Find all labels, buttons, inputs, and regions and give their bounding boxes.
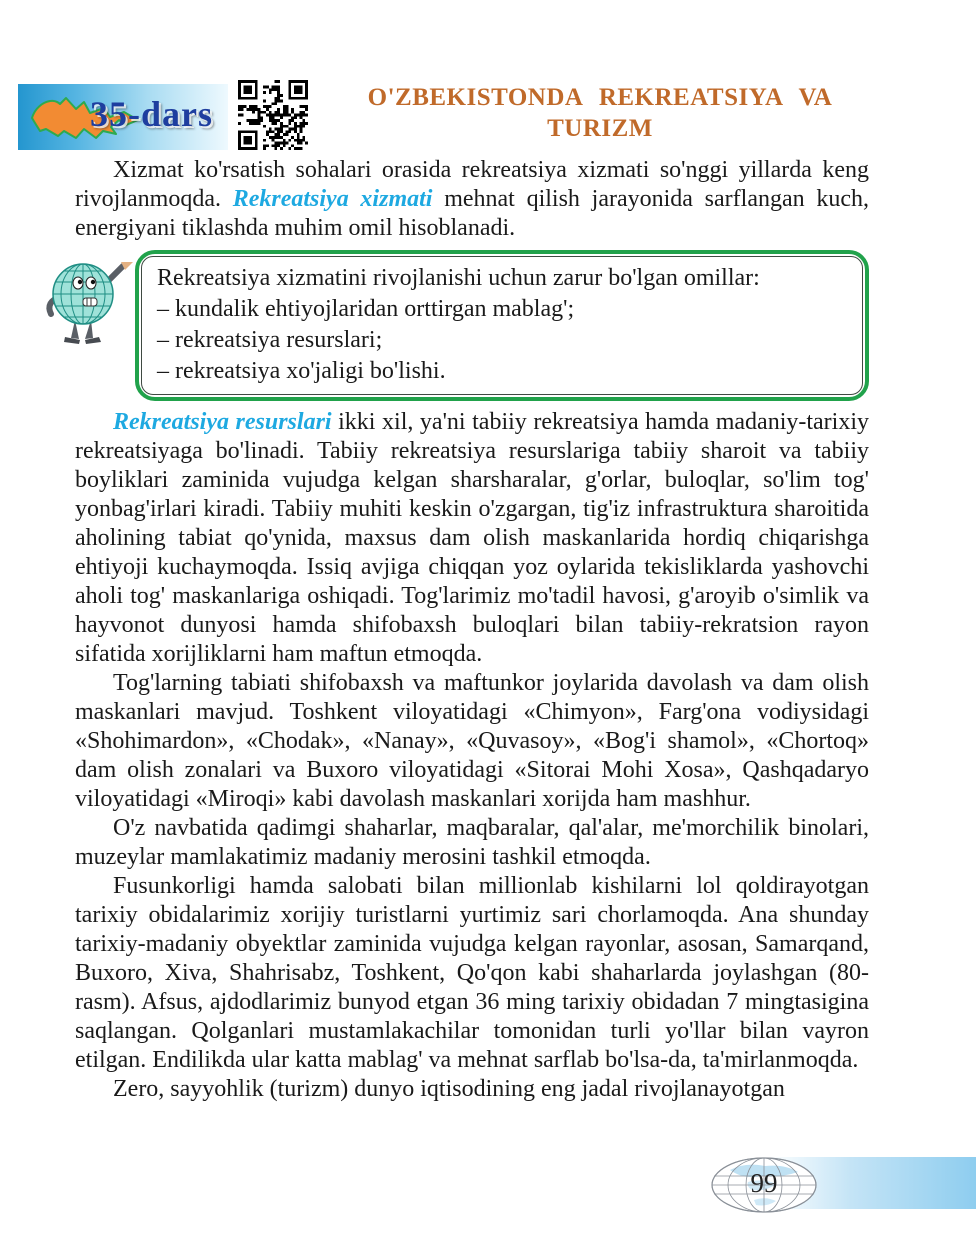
paragraph-4: O'z navbatida qadimgi shaharlar, maqbaralar, qal'alar, me'morchilik binolari, muzeylar mamlakatimiz madaniy merosini tashkil etmoqda. xyxy=(75,815,869,870)
page-number: 99 xyxy=(750,1168,778,1198)
paragraph-2-text: ikki xil, ya'ni tabiiy rekreatsiya hamda madaniy-tarixiy rekreatsiyaga bo'linadi. Tabiiy rekreatsiya resurslariga tabiiy sharoit va tabiiy boyliklari zaminida vujudga kelgan sharsharalar, g'orlar, buloqlar, so'lim tog' yonbag'irlari kiradi. Tabiiy muhiti keskin o'zgargan, tig'iz infrastruktura sharoitida aholining tabiat qo'ynida, maxsus dam olish maskanlarida hordiq chiqarishga ehtiyoji kuchaymoqda. Issiq avjiga chiqqan yoz oylarida tekisliklarda yashovchi aholi tog' maskanlariga oshiqadi. Tog'larimiz mo'tadil havosi, g'aroyib o'simlik va hayvonot dunyosi hamda shifobaxsh buloqlari bilan tabiiy-rekratsion rayon sifatida xorijliklarni ham maftun etmoqda. xyxy=(75,409,869,667)
page-title-line1: O'ZBEKISTONDA REKREATSIYA VA xyxy=(367,84,833,111)
paragraph-1-text: Xizmat ko'rsatish sohalari orasida rekreatsiya xizmati so'nggi yillarda keng rivojlanmoqda. xyxy=(75,157,869,212)
paragraph-1-text-after: mehnat qilish jarayonida sarflangan kuch, energiyani tiklashda muhim omil hisoblanadi. xyxy=(75,186,870,241)
lesson-label: 35-dars xyxy=(90,94,213,134)
page-number-globe xyxy=(710,1156,818,1214)
qr-code-icon xyxy=(238,80,308,152)
page-title-line2: TURIZM xyxy=(547,115,653,142)
paragraph-5: Fusunkorligi hamda salobati bilan millionlab kishilarni lol qoldirayotgan tarixiy obidalarimiz xorijiy turistlarni yurtimiz sari chorlamoqda. Ana shunday tarixiy-madaniy obyektlar zaminida vujudga kelgan rayonlar, asosan, Samarqand, Buxoro, Xiva, Shahrisabz, Toshkent, Qo'qon kabi shaharlarda joylashgan (80-rasm). Afsus, ajdodlarimiz bunyod etgan 36 ming tarixiy obidadan 7 mingtasigina saqlangan. Qolganlari mustamlakachilar tomonidan turli yo'llar bilan vayron etilgan. Endilikda ular katta mablag' va mehnat sarflab bo'lsa-da, ta'mirlanmoqda. xyxy=(75,873,869,1073)
factors-box-item: – rekreatsiya xo'jaligi bo'lishi. xyxy=(157,358,446,384)
factors-box xyxy=(135,250,869,401)
callout xyxy=(33,250,869,401)
paragraph-1 xyxy=(75,156,869,243)
body-text xyxy=(75,156,869,1104)
factors-box-item: – rekreatsiya resurslari; xyxy=(157,327,383,353)
paragraph-3: Tog'larning tabiati shifobaxsh va maftunkor joylarida davolash va dam olish maskanlari mavjud. Toshkent viloyatidagi «Chimyon», Farg'ona vodiysidagi «Shohimardon», «Chodak», «Nanay», «Quvasoy», «Bog'i shamol», «Chortoq» dam olish zonalari va Buxoro viloyatidagi «Sitorai Mohi Xosa», Qashqadaryo viloyatidagi «Miroqi» kabi davolash maskanlari xorijda ham mashhur. xyxy=(75,670,869,812)
paragraph-6: Zero, sayyohlik (turizm) dunyo iqtisodining eng jadal rivojlanayotgan xyxy=(113,1076,785,1102)
page-title xyxy=(322,82,878,144)
lesson-badge xyxy=(18,84,228,150)
globe-mascot-icon xyxy=(33,250,135,350)
factors-box-heading: Rekreatsiya xizmatini rivojlanishi uchun zarur bo'lgan omillar: xyxy=(157,265,760,291)
term-rekreatsiya-xizmati: Rekreatsiya xizmati xyxy=(232,186,433,212)
factors-box-item: – kundalik ehtiyojlaridan orttirgan mablag'; xyxy=(157,296,575,322)
term-rekreatsiya-resurslari: Rekreatsiya resurslari xyxy=(113,409,332,435)
paragraph-2 xyxy=(75,408,869,669)
